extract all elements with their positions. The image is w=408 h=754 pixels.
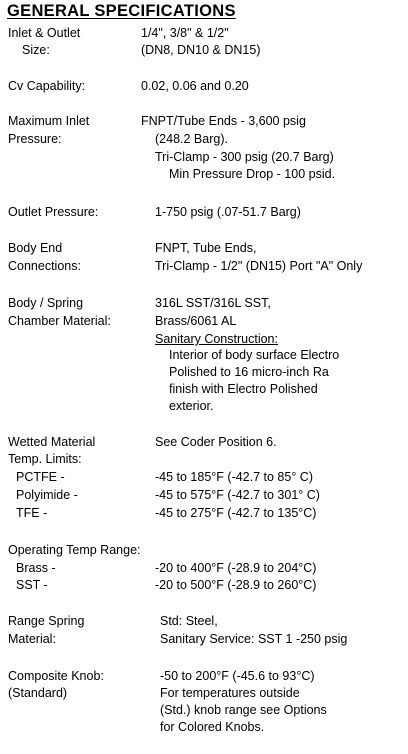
wetted-row-value: -45 to 275°F (-42.7 to 135°C) — [155, 506, 317, 520]
range-spring-label-material: Material: — [8, 632, 56, 646]
range-spring-std-value: Std: Steel, — [160, 614, 218, 628]
cv-label: Cv Capability: — [8, 79, 86, 93]
wetted-temp-limits-label: Temp. Limits: — [8, 452, 82, 466]
knob-note-line-2: (Std.) knob range see Options — [160, 703, 327, 717]
body-spring-brass-value: Brass/6061 AL — [155, 314, 237, 328]
cv-value: 0.02, 0.06 and 0.20 — [141, 79, 249, 93]
min-pressure-drop-value: Min Pressure Drop - 100 psid. — [169, 167, 336, 181]
outlet-pressure-label: Outlet Pressure: — [8, 205, 99, 219]
outlet-pressure-value: 1-750 psig (.07-51.7 Barg) — [155, 205, 301, 219]
operating-row-name: Brass - — [16, 561, 56, 575]
operating-temp-label: Operating Temp Range: — [8, 543, 141, 557]
body-end-triclamp-value: Tri-Clamp - 1/2" (DN15) Port "A" Only — [155, 259, 363, 273]
wetted-coder-value: See Coder Position 6. — [155, 435, 277, 449]
operating-row-value: -20 to 400°F (-28.9 to 204°C) — [155, 561, 317, 575]
range-spring-label: Range Spring — [8, 614, 85, 628]
body-end-label: Body End — [8, 241, 63, 255]
body-spring-sst-value: 316L SST/316L SST, — [155, 296, 271, 310]
sanitary-line-2: Polished to 16 micro-inch Ra — [169, 365, 329, 379]
inlet-outlet-value: 1/4", 3/8" & 1/2" — [141, 26, 229, 40]
sanitary-line-3: finish with Electro Polished — [169, 382, 318, 396]
max-inlet-barg-value: (248.2 Barg). — [155, 132, 228, 146]
sanitary-line-4: exterior. — [169, 399, 214, 413]
wetted-row-value: -45 to 185°F (-42.7 to 85° C) — [155, 470, 313, 484]
composite-knob-standard-label: (Standard) — [8, 686, 68, 700]
wetted-row-name: Polyimide - — [16, 488, 78, 502]
max-inlet-fnpt-value: FNPT/Tube Ends - 3,600 psig — [141, 114, 306, 128]
page-title: GENERAL SPECIFICATIONS — [7, 2, 236, 20]
knob-note-line-1: For temperatures outside — [160, 686, 300, 700]
body-spring-label-material: Chamber Material: — [8, 314, 111, 328]
max-inlet-label: Maximum Inlet — [8, 114, 90, 128]
wetted-row-name: PCTFE - — [16, 470, 65, 484]
wetted-row-name: TFE - — [16, 506, 48, 520]
sanitary-line-1: Interior of body surface Electro — [169, 348, 340, 362]
wetted-row-value: -45 to 575°F (-42.7 to 301° C) — [155, 488, 320, 502]
inlet-outlet-label: Inlet & Outlet — [8, 26, 81, 40]
body-end-label-connections: Connections: — [8, 259, 81, 273]
sanitary-construction-heading: Sanitary Construction: — [155, 332, 278, 346]
operating-row-value: -20 to 500°F (-28.9 to 260°C) — [155, 578, 317, 592]
inlet-outlet-label-size: Size: — [22, 43, 50, 57]
inlet-outlet-dn-value: (DN8, DN10 & DN15) — [141, 43, 261, 57]
max-inlet-label-pressure: Pressure: — [8, 132, 62, 146]
wetted-material-label: Wetted Material — [8, 435, 96, 449]
knob-temp-value: -50 to 200°F (-45.6 to 93°C) — [160, 669, 315, 683]
composite-knob-label: Composite Knob: — [8, 669, 104, 683]
body-spring-label: Body / Spring — [8, 296, 84, 310]
operating-row-name: SST - — [16, 578, 48, 592]
max-inlet-triclamp-value: Tri-Clamp - 300 psig (20.7 Barg) — [155, 150, 334, 164]
range-spring-sanitary-value: Sanitary Service: SST 1 -250 psig — [160, 632, 348, 646]
body-end-value: FNPT, Tube Ends, — [155, 241, 257, 255]
knob-note-line-3: for Colored Knobs. — [160, 720, 265, 734]
